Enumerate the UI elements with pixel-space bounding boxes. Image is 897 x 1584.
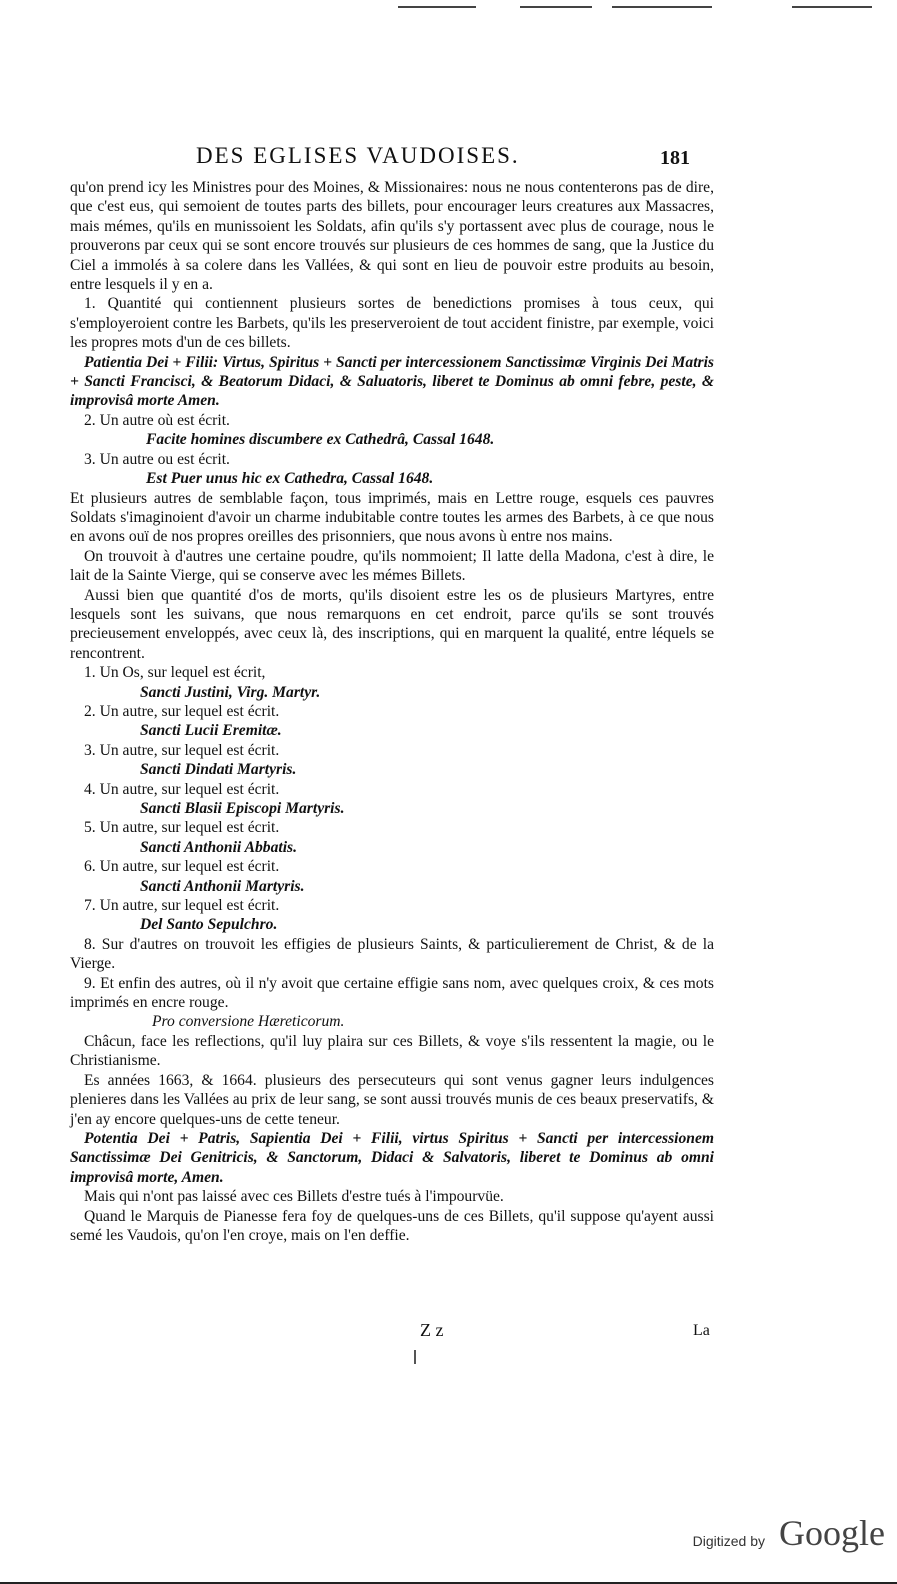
signature-mark: Z z <box>420 1320 444 1340</box>
relic-label: 1. Un Os, sur lequel est écrit, <box>84 664 266 682</box>
catchword: La <box>693 1322 710 1339</box>
paragraph: On trouvoit à d'autres une certaine poudre, qu'ils nommoient; Il latte della Madona, c'est à dire, le lait de la Sainte Vierge, qui se conserve avec les mémes Billets. <box>70 547 714 585</box>
top-rule <box>398 6 476 8</box>
item-8: 8. Sur d'autres on trouvoit les effigies de plusieurs Saints, & particulierement de Christ, & de la Vierge. <box>70 935 714 973</box>
running-title: DES EGLISES VAUDOISES. <box>196 143 520 168</box>
google-logo: Google <box>779 1513 885 1553</box>
page-body <box>70 178 714 1245</box>
page-number: 181 <box>660 147 690 169</box>
paragraph: Mais qui n'ont pas laissé avec ces Billets d'estre tués à l'impourvüe. <box>84 1188 504 1206</box>
billet-latin: Facite homines discumbere ex Cathedrâ, Cassal 1648. <box>146 431 495 449</box>
top-rule <box>792 6 872 8</box>
top-rule <box>520 6 592 8</box>
relic-latin: Sancti Justini, Virg. Martyr. <box>140 683 321 701</box>
relic-label: 4. Un autre, sur lequel est écrit. <box>84 780 280 798</box>
relic-label: 6. Un autre, sur lequel est écrit. <box>84 858 280 876</box>
latin-prayer: Potentia Dei + Patris, Sapientia Dei + Filii, virtus Spiritus + Sancti per intercessionem Sanctissimæ Dei Genitricis, & Sanctorum, Didaci & Salvatoris, liberet te Dominus ab omni improvisâ morte, Amen. <box>70 1129 714 1186</box>
page-footer <box>0 1320 897 1350</box>
top-rule <box>612 6 712 8</box>
page-header <box>0 143 897 177</box>
watermark-prefix: Digitized by <box>692 1533 765 1549</box>
paragraph: Châcun, face les reflections, qu'il luy plaira sur ces Billets, & voye s'ils ressentent la magie, ou le Christianisme. <box>70 1032 714 1070</box>
relic-label: 5. Un autre, sur lequel est écrit. <box>84 819 280 837</box>
ink-mark <box>414 1350 416 1364</box>
relic-latin: Sancti Anthonii Abbatis. <box>140 838 298 856</box>
billet-label: 2. Un autre où est écrit. <box>84 411 230 429</box>
billet-label: 3. Un autre ou est écrit. <box>84 450 230 468</box>
paragraph: qu'on prend icy les Ministres pour des Moines, & Missionaires: nous ne nous contenterons pas de dire, que c'est eus, qui semoient de toutes parts des billets, pour encourager leurs creatures aux Massacres, mais mémes, qu'ils en munissoient les Soldats, afin qu'ils s'y portassent avec plus de courage, nous le prouverons par ceux qui se sont encore trouvés sur plusieurs de ces hommes de sang, que la Justice du Ciel a immolés à sa colere dans les Vallées, & qui sont en lieu de pouvoir estre produits au besoin, entre lesquels il y en a. <box>70 179 714 294</box>
relic-label: 2. Un autre, sur lequel est écrit. <box>84 702 280 720</box>
relic-label: 7. Un autre, sur lequel est écrit. <box>84 897 280 915</box>
relic-latin: Del Santo Sepulchro. <box>140 916 278 934</box>
relic-latin: Sancti Blasii Episcopi Martyris. <box>140 800 345 817</box>
relic-label: 3. Un autre, sur lequel est écrit. <box>84 741 280 759</box>
item-9-latin: Pro conversione Hæreticorum. <box>152 1013 345 1031</box>
paragraph: Et plusieurs autres de semblable façon, tous imprimés, mais en Lettre rouge, esquels ces pauvres Soldats s'imaginoient d'avoir un charme indubitable contre toutes les armes des Barbets, à ce que nous en avons ouï de nos propres oreilles des prisonniers, que nous avons ù entre nos mains. <box>70 489 714 546</box>
relic-latin: Sancti Dindati Martyris. <box>140 761 297 779</box>
billet-latin: Est Puer unus hic ex Cathedra, Cassal 1648. <box>146 470 434 488</box>
paragraph: 1. Quantité qui contiennent plusieurs sortes de benedictions promises à tous ceux, qui s'employeroient contre les Barbets, qu'ils les preserveroient de tout accident finistre, par exemple, voici les propres mots d'un de ces billets. <box>70 295 714 352</box>
item-9: 9. Et enfin des autres, où il n'y avoit que certaine effigie sans nom, avec quelques croix, & ces mots imprimés en encre rouge. <box>70 974 714 1012</box>
paragraph: Es années 1663, & 1664. plusieurs des persecuteurs qui sont venus gagner leurs indulgences plenieres dans les Vallées au prix de leur sang, se sont aussi trouvés munis de ces beaux preservatifs, & j'en ay encore quelques-uns de cette teneur. <box>70 1071 714 1128</box>
relic-latin: Sancti Anthonii Martyris. <box>140 877 305 895</box>
latin-prayer: Patientia Dei + Filii: Virtus, Spiritus + Sancti per intercessionem Sanctissimæ Virginis Dei Matris + Sancti Francisci, & Beatorum Didaci, & Saluatoris, liberet te Dominus ab omni febre, peste, & improvisâ morte Amen. <box>70 353 714 410</box>
paragraph: Aussi bien que quantité d'os de morts, qu'ils disoient estre les os de plusieurs Martyres, entre lesquels sont les suivans, que nous remarquons en cet endroit, parce qu'ils se sont trouvés precieusement enveloppés, avec ceux là, des inscriptions, qui en marquent la qualité, entre léquels se rencontrent. <box>70 586 714 662</box>
relic-latin: Sancti Lucii Eremitæ. <box>140 722 282 740</box>
paragraph: Quand le Marquis de Pianesse fera foy de quelques-uns de ces Billets, qu'il suppose qu'ayent aussi semé les Vaudois, qu'on l'en croye, mais on l'en deffie. <box>70 1207 714 1244</box>
